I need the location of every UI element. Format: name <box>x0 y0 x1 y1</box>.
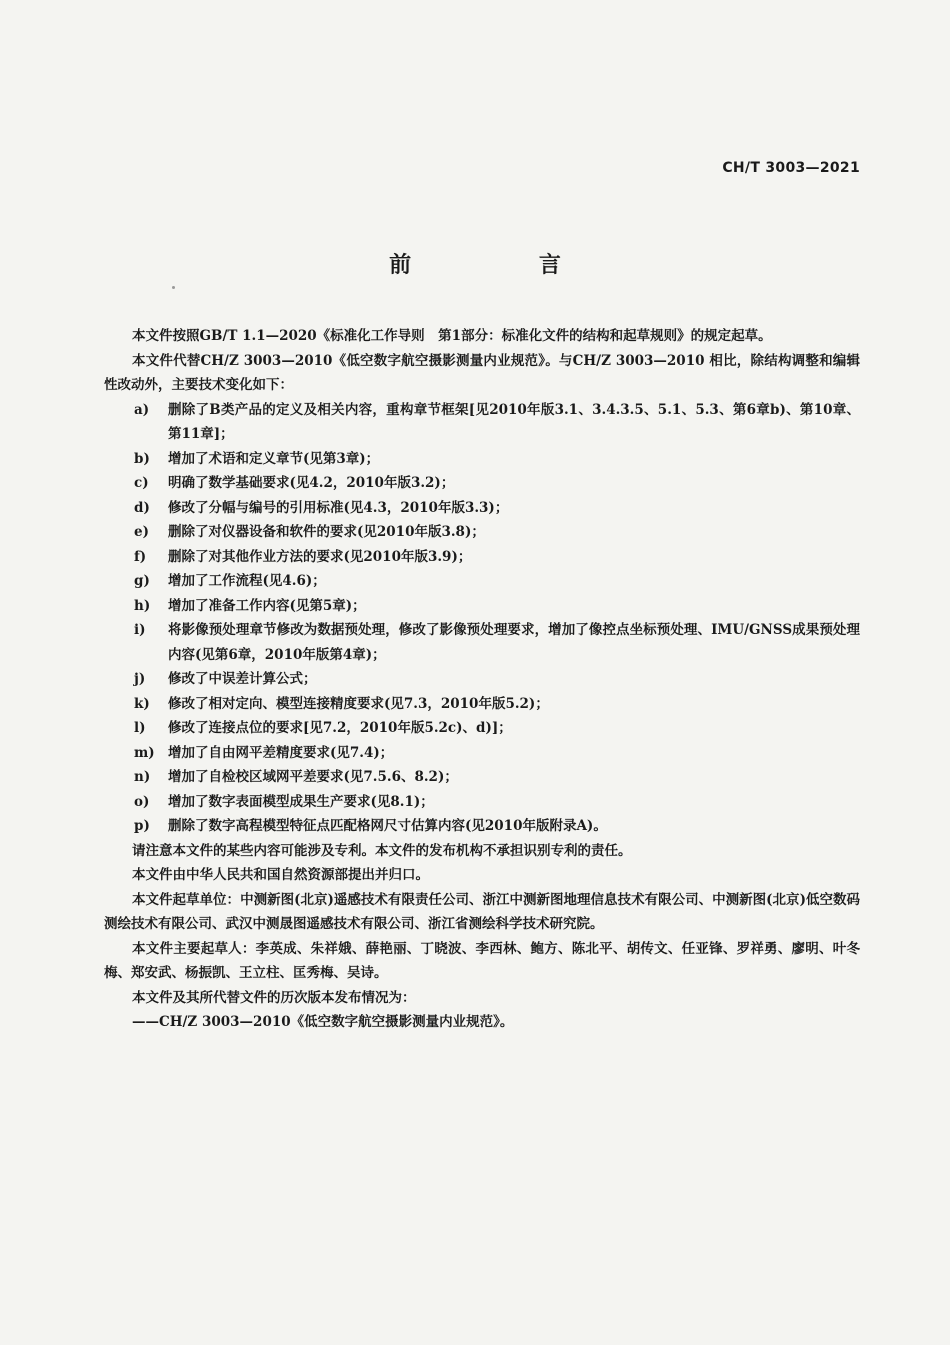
list-item-text: 增加了术语和定义章节(见第3章)； <box>168 450 380 467</box>
list-item <box>104 520 860 545</box>
list-marker: g) <box>134 573 150 589</box>
list-item <box>104 594 860 619</box>
paragraph: 本文件起草单位：中测新图(北京)遥感技术有限责任公司、浙江中测新图地理信息技术有限公司、中测新图(北京)低空数码测绘技术有限公司、武汉中测晟图遥感技术有限公司、浙江省测绘科学技术研究院。 <box>104 891 860 932</box>
list-item-text: 删除了B类产品的定义及相关内容，重构章节框架[见2010年版3.1、3.4.3.5、5.1、5.3、第6章b)、第10章、第11章]； <box>168 401 860 442</box>
list-item-text: 删除了数字高程模型特征点匹配格网尺寸估算内容(见2010年版附录A)。 <box>168 818 607 834</box>
list-item-text: 增加了数字表面模型成果生产要求(见8.1)； <box>168 793 434 810</box>
page-title: 前 言 <box>389 253 621 278</box>
list-marker: f) <box>134 548 147 565</box>
list-item <box>104 618 860 667</box>
list-item <box>104 545 860 570</box>
list-item <box>104 741 860 766</box>
list-item <box>104 496 860 521</box>
list-item <box>104 667 860 692</box>
list-item <box>104 398 860 447</box>
list-marker: h) <box>134 597 151 614</box>
list-item-text: 增加了工作流程(见4.6)； <box>168 573 326 589</box>
list-item-text: 修改了分幅与编号的引用标准(见4.3，2010年版3.3)； <box>168 499 509 516</box>
list-marker: a) <box>134 401 150 418</box>
list-item-text: 修改了连接点位的要求[见7.2，2010年版5.2c)、d)]； <box>168 720 512 736</box>
list-marker: j) <box>134 671 146 687</box>
paragraph: 请注意本文件的某些内容可能涉及专利。本文件的发布机构不承担识别专利的责任。 <box>132 842 632 859</box>
list-item-text: 增加了准备工作内容(见第5章)； <box>168 597 366 614</box>
list-marker: d) <box>134 499 150 516</box>
list-marker: m) <box>134 744 155 761</box>
list-marker: c) <box>134 475 149 491</box>
paragraph: 本文件主要起草人：李英成、朱祥娥、薛艳丽、丁晓波、李西林、鲍方、陈北平、胡传文、任亚锋、罗祥勇、廖明、叶冬梅、郑安武、杨振凯、王立柱、匡秀梅、吴诗。 <box>104 940 860 981</box>
list-item <box>104 814 860 839</box>
history-entry: ——CH/Z 3003—2010《低空数字航空摄影测量内业规范》。 <box>132 1014 514 1030</box>
list-item-text: 将影像预处理章节修改为数据预处理，修改了影像预处理要求，增加了像控点坐标预处理、IMU/GNSS成果预处理内容(见第6章，2010年版第4章)； <box>168 622 860 663</box>
paragraph: 本文件由中华人民共和国自然资源部提出并归口。 <box>132 867 429 883</box>
document-body <box>104 324 860 1035</box>
paragraph: 本文件按照GB/T 1.1—2020《标准化工作导则 第1部分：标准化文件的结构和起草规则》的规定起草。 <box>132 328 772 344</box>
list-marker: p) <box>134 818 150 834</box>
list-item <box>104 447 860 472</box>
paragraph: 本文件及其所代替文件的历次版本发布情况为： <box>132 989 416 1006</box>
list-item-text: 删除了对其他作业方法的要求(见2010年版3.9)； <box>168 548 472 565</box>
list-marker: k) <box>134 695 150 712</box>
list-marker: i) <box>134 622 146 638</box>
list-item-text: 明确了数学基础要求(见4.2，2010年版3.2)； <box>168 475 455 491</box>
list-item-text: 修改了中误差计算公式； <box>168 671 317 687</box>
list-marker: b) <box>134 450 150 467</box>
changes-list <box>104 398 860 839</box>
list-item-text: 删除了对仪器设备和软件的要求(见2010年版3.8)； <box>168 524 485 540</box>
list-marker: o) <box>134 793 150 810</box>
list-marker: l) <box>134 720 146 736</box>
list-item <box>104 569 860 594</box>
standard-code: CH/T 3003—2021 <box>722 160 860 176</box>
scan-speck <box>172 286 175 289</box>
list-item <box>104 692 860 717</box>
list-marker: e) <box>134 524 149 540</box>
paragraph: 本文件代替CH/Z 3003—2010《低空数字航空摄影测量内业规范》。与CH/Z 3003—2010 相比，除结构调整和编辑性改动外，主要技术变化如下： <box>104 352 860 393</box>
list-item <box>104 471 860 496</box>
list-item-text: 修改了相对定向、模型连接精度要求(见7.3，2010年版5.2)； <box>168 695 549 712</box>
list-item-text: 增加了自由网平差精度要求(见7.4)； <box>168 744 394 761</box>
list-marker: n) <box>134 769 151 785</box>
list-item <box>104 790 860 815</box>
list-item <box>104 765 860 790</box>
list-item <box>104 716 860 741</box>
list-item-text: 增加了自检校区域网平差要求(见7.5.6、8.2)； <box>168 769 458 785</box>
